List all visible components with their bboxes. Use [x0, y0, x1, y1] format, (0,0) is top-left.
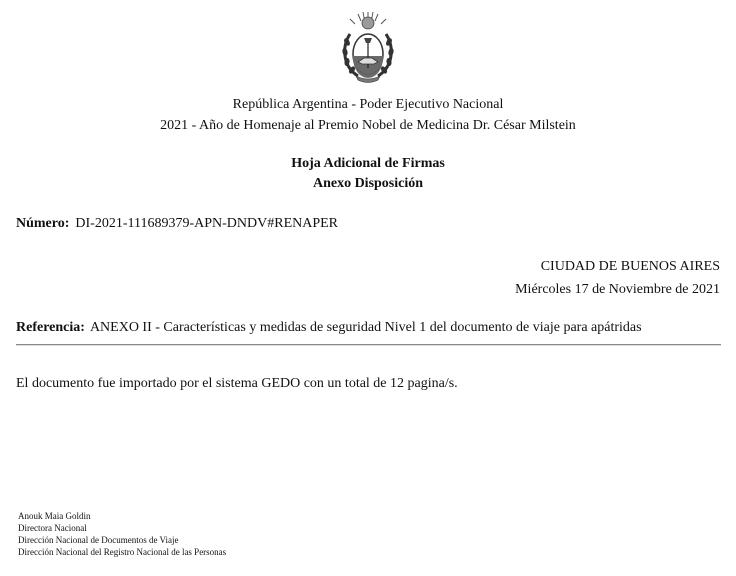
- document-subtitle: Anexo Disposición: [312, 176, 424, 191]
- document-number: [16, 216, 338, 232]
- document-title: Hoja Adicional de Firmas: [291, 156, 445, 171]
- signer-block: [18, 510, 226, 558]
- signer-unit-2: Dirección Nacional del Registro Nacional de las Personas: [18, 547, 227, 557]
- signer-unit-1: Dirección Nacional de Documentos de Viaje: [18, 535, 179, 545]
- header-republic-line: República Argentina - Poder Ejecutivo Nacional: [232, 97, 504, 112]
- document-number-value: DI-2021-111689379-APN-DNDV#RENAPER: [75, 216, 339, 231]
- header-year-motto: 2021 - Año de Homenaje al Premio Nobel de Medicina Dr. César Milstein: [160, 118, 576, 133]
- signer-name: Anouk Maia Goldin: [18, 511, 91, 521]
- document-number-label: Número:: [16, 216, 70, 231]
- signer-title: Directora Nacional: [18, 523, 87, 533]
- reference-label: Referencia:: [16, 320, 85, 335]
- reference-value: ANEXO II - Características y medidas de seguridad Nivel 1 del documento de viaje para apátridas: [89, 320, 642, 335]
- document-date: Miércoles 17 de Noviembre de 2021: [515, 282, 720, 297]
- body-text: El documento fue importado por el sistema GEDO con un total de 12 pagina/s.: [16, 376, 458, 391]
- reference: [16, 320, 642, 336]
- location-city: CIUDAD DE BUENOS AIRES: [540, 259, 720, 274]
- divider: [16, 344, 721, 346]
- coat-of-arms-icon: [336, 10, 400, 84]
